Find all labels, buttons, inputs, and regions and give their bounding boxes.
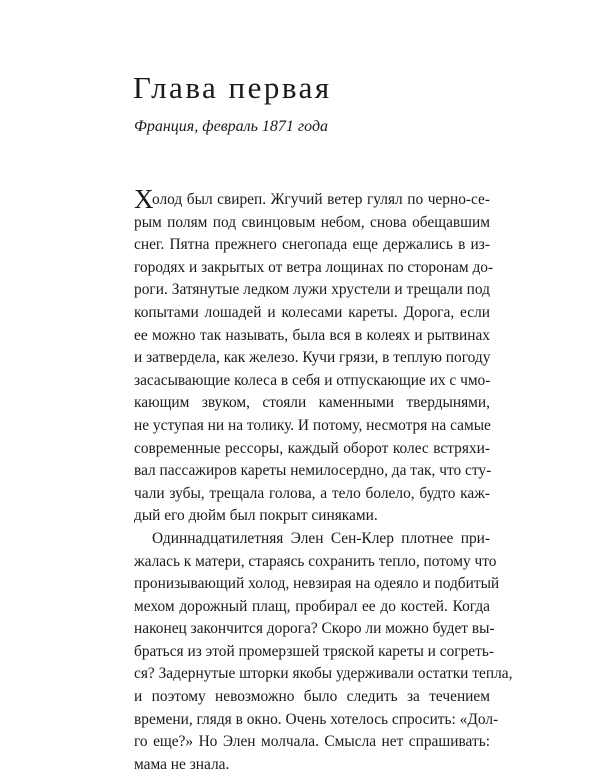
paragraph-2 (134, 528, 513, 776)
text-line: наконец закончится дорога? Скоро ли можно будет вы- (134, 620, 495, 638)
text-line: олод был свиреп. Жгучий ветер гулял по черно-се- (152, 191, 490, 208)
chapter-title: Глава первая (133, 70, 332, 105)
text-line: ся? Задернутые шторки якобы удерживали остатки тепла, (134, 665, 513, 683)
text-line: современные рессоры, каждый оборот колес встряхи- (134, 439, 490, 457)
text-line: времени, глядя в окно. Очень хотелось спросить: «Дол- (134, 710, 499, 728)
chapter-subtitle: Франция, февраль 1871 года (134, 118, 329, 135)
text-line: жалась к матери, стараясь сохранить тепло, потому что (134, 552, 497, 570)
text-line: рым полям под свинцовым небом, снова обещавшим (134, 213, 490, 231)
text-line: дый его дюйм был покрыт синяками. (134, 507, 378, 525)
text-line: городях и закрытых от ветра лощинах по сторонам до- (134, 258, 494, 276)
text-line: копытами лошадей и колесами кареты. Дорога, если (134, 303, 490, 321)
text-line: го еще?» Но Элен молчала. Смысла нет спрашивать: (134, 733, 490, 751)
text-line: мехом дорожный плащ, пробирал ее до костей. Когда (134, 597, 490, 615)
text-line: мама не знала. (134, 755, 230, 773)
text-line: ее можно так называть, была вся в колеях и рытвинах (134, 326, 490, 344)
text-line: пронизывающий холод, невзирая на одеяло и подбитый (134, 575, 500, 593)
text-line: вал пассажиров кареты немилосердно, да так, что сту- (134, 462, 492, 480)
text-line: засасывающие колеса в себя и отпускающие их с чмо- (134, 371, 491, 389)
text-line: кающим звуком, стояли каменными твердынями, (134, 394, 490, 412)
text-line: браться из этой промерзшей тряской кареты и согреть- (134, 642, 494, 660)
text-line: и затвердела, как железо. Кучи грязи, в теплую погоду (134, 349, 491, 367)
text-line: роги. Затянутые ледком лужи хрустели и трещали под (134, 281, 490, 299)
paragraph-1 (134, 184, 494, 528)
chapter-body (134, 184, 513, 776)
text-line: Одиннадцатилетняя Элен Сен-Клер плотнее при- (152, 529, 490, 547)
text-line: чали зубы, трещала голова, а тело болело, будто каж- (134, 484, 490, 502)
text-line: и поэтому невозможно было следить за течением (134, 688, 490, 706)
text-line: снег. Пятна прежнего снегопада еще держались в из- (134, 236, 490, 254)
drop-cap: Х (134, 184, 154, 214)
text-line: не уступая ни на толику. И потому, несмотря на самые (134, 416, 491, 434)
